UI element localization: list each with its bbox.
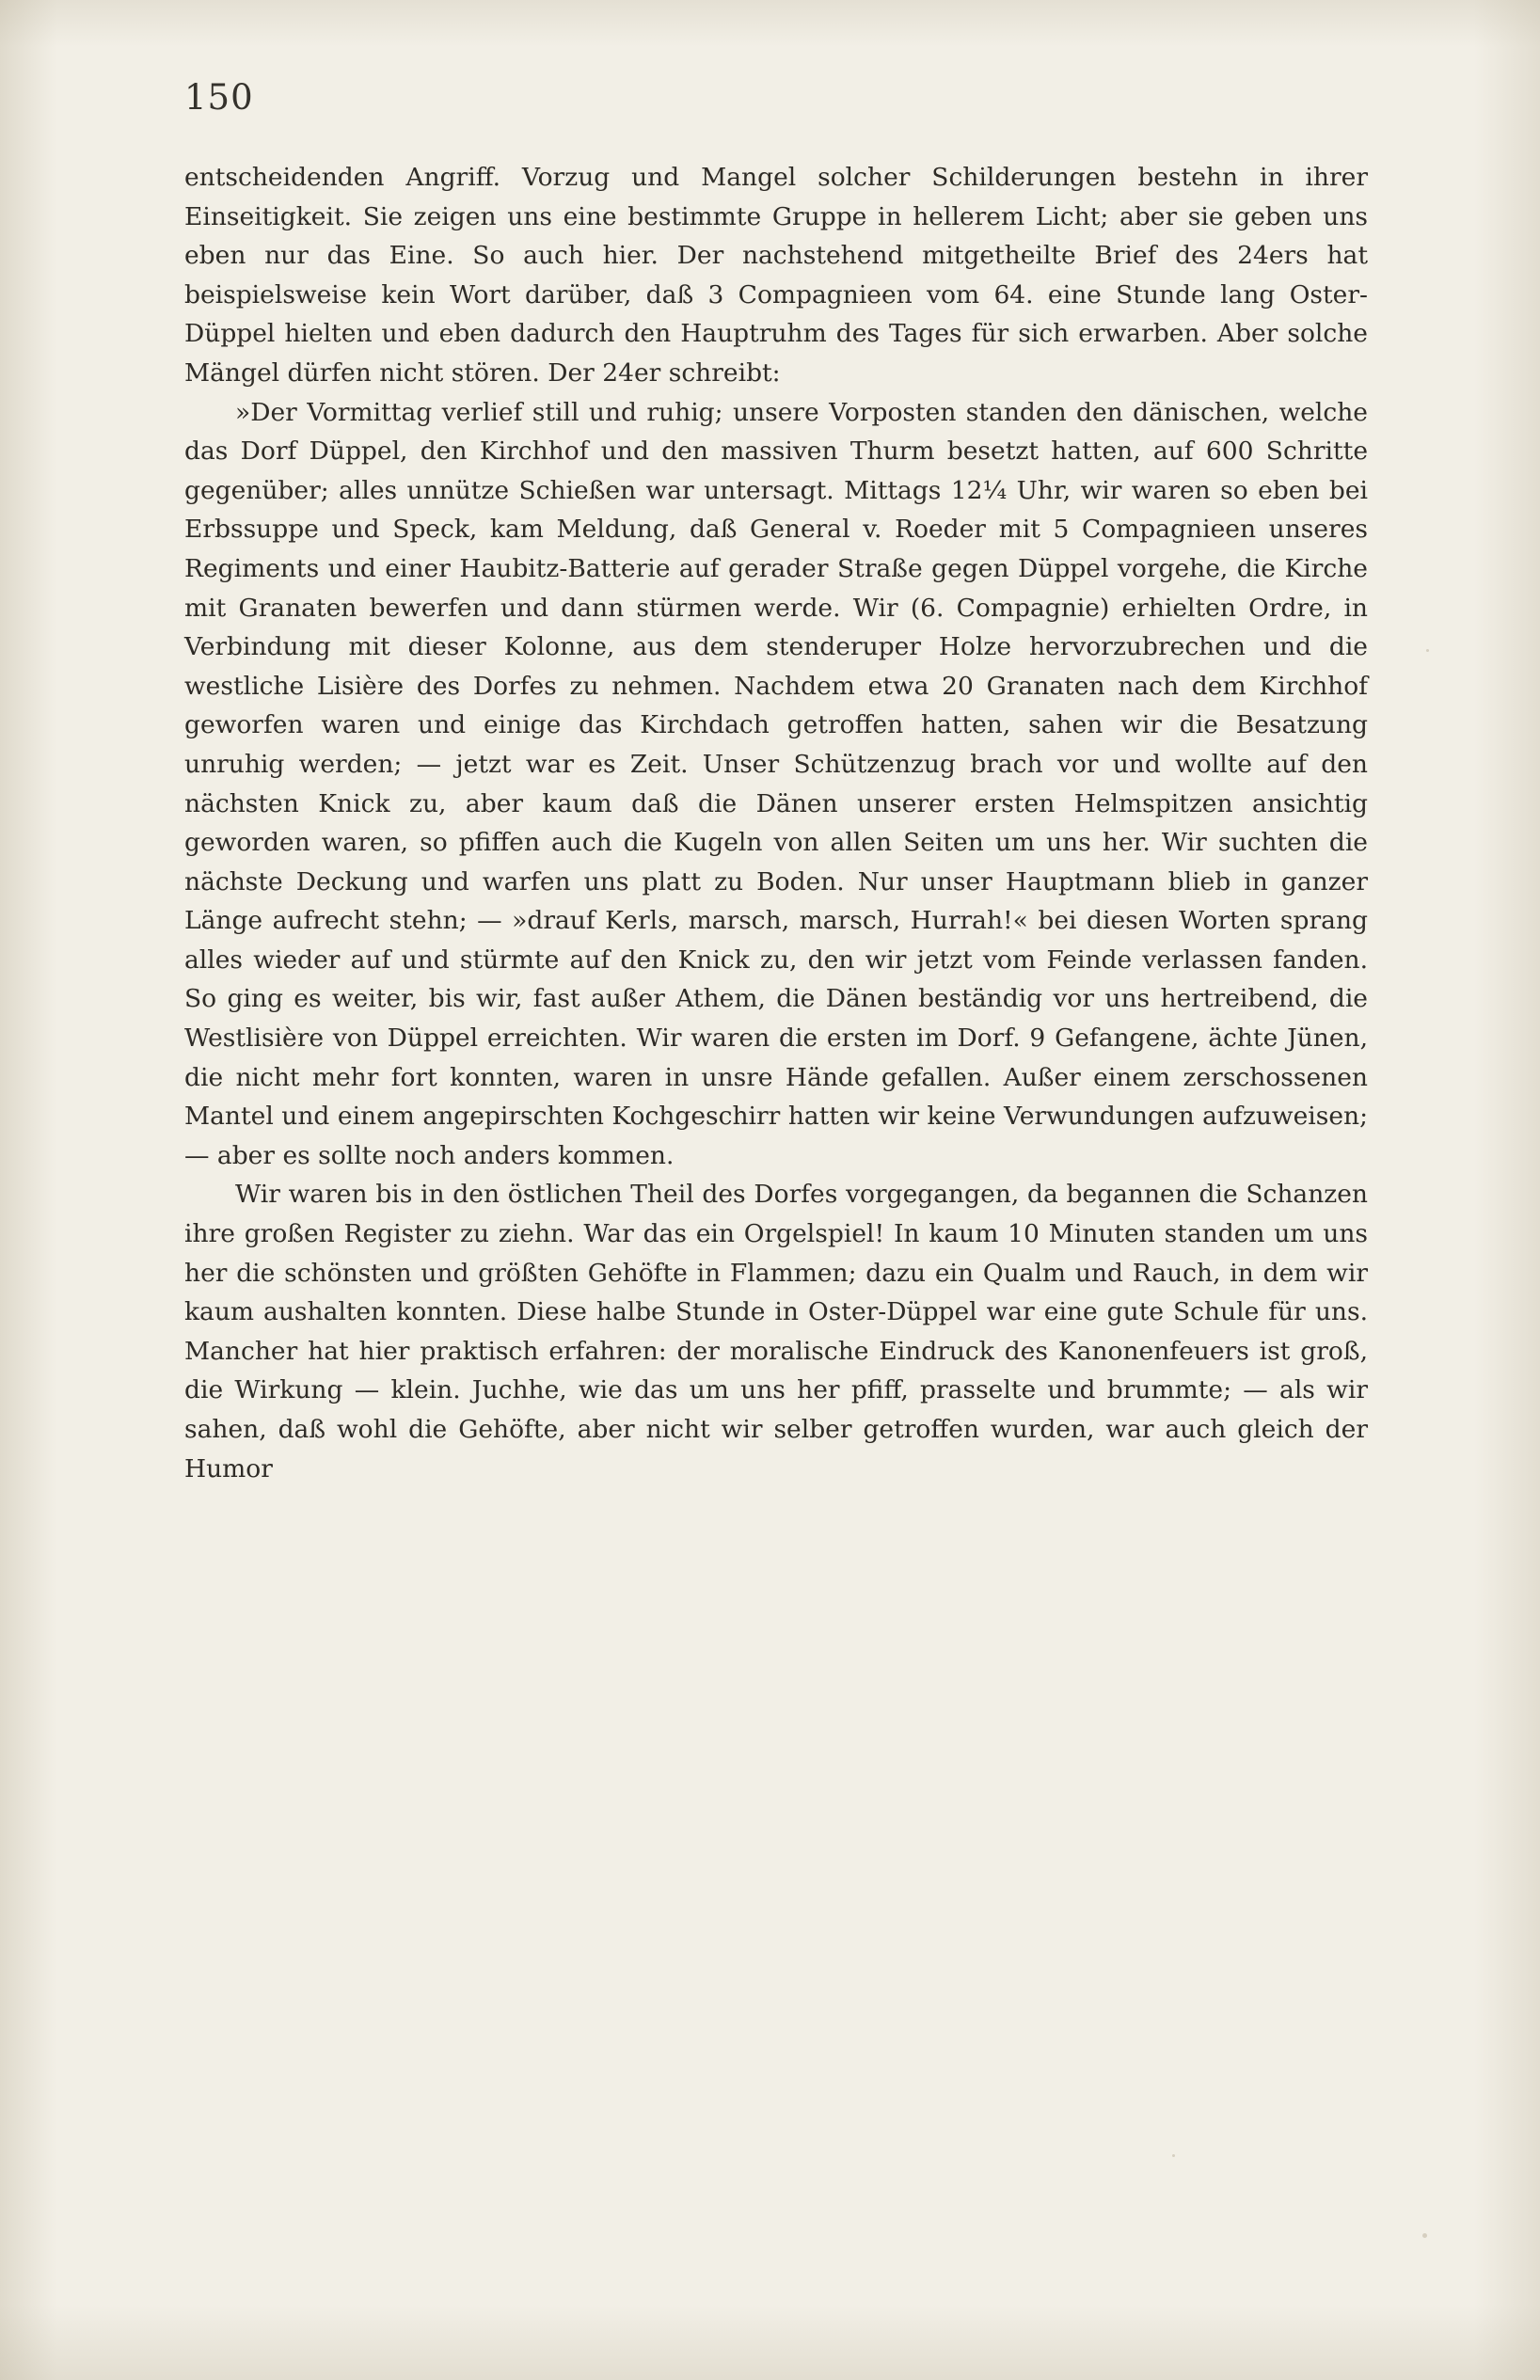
- page-body-text: [184, 158, 1368, 1488]
- page-number: 150: [184, 77, 254, 118]
- paper-speck: [1426, 649, 1429, 652]
- paper-speck: [1422, 2233, 1427, 2238]
- page-edge-shading-right: [1474, 0, 1540, 2380]
- page-edge-shading-top: [0, 0, 1540, 47]
- paper-speck: [1172, 2154, 1175, 2157]
- page-edge-shading-left: [0, 0, 56, 2380]
- paragraph: entscheidenden Angriff. Vorzug und Mangel solcher Schilderungen bestehn in ihrer Einseitigkeit. Sie zeigen uns eine bestimmte Gruppe in hellerem Licht; aber sie geben uns eben nur das Eine. So auch hier. Der nachstehend mitgetheilte Brief des 24ers hat beispielsweise kein Wort darüber, daß 3 Compagnieen vom 64. eine Stunde lang Oster-Düppel hielten und eben dadurch den Hauptruhm des Tages für sich erwarben. Aber solche Mängel dürfen nicht stören. Der 24er schreibt:: [184, 163, 1368, 388]
- paragraph: »Der Vormittag verlief still und ruhig; unsere Vorposten standen den dänischen, welche das Dorf Düppel, den Kirchhof und den massiven Thurm besetzt hatten, auf 600 Schritte gegenüber; alles unnütze Schießen war untersagt. Mittags 12¼ Uhr, wir waren so eben bei Erbssuppe und Speck, kam Meldung, daß General v. Roeder mit 5 Compagnieen unseres Regiments und einer Haubitz-Batterie auf gerader Straße gegen Düppel vorgehe, die Kirche mit Granaten bewerfen und dann stürmen werde. Wir (6. Compagnie) erhielten Ordre, in Verbindung mit dieser Kolonne, aus dem stenderuper Holze hervorzubrechen und die westliche Lisière des Dorfes zu nehmen. Nachdem etwa 20 Granaten nach dem Kirchhof geworfen waren und einige das Kirchdach getroffen hatten, sahen wir die Besatzung unruhig werden; — jetzt war es Zeit. Unser Schützenzug brach vor und wollte auf den nächsten Knick zu, aber kaum daß die Dänen unserer ersten Helmspitzen ansichtig geworden waren, so pfiffen auch die Kugeln von allen Seiten um uns her. Wir suchten die nächste Deckung und warfen uns platt zu Boden. Nur unser Hauptmann blieb in ganzer Länge aufrecht stehn; — »drauf Kerls, marsch, marsch, Hurrah!« bei diesen Worten sprang alles wieder auf und stürmte auf den Knick zu, den wir jetzt vom Feinde verlassen fanden. So ging es weiter, bis wir, fast außer Athem, die Dänen beständig vor uns hertreibend, die Westlisière von Düppel erreichten. Wir waren die ersten im Dorf. 9 Gefangene, ächte Jünen, die nicht mehr fort konnten, waren in unsre Hände gefallen. Außer einem zerschossenen Mantel und einem angepirschten Kochgeschirr hatten wir keine Verwundungen aufzuweisen; — aber es sollte noch anders kommen.: [184, 397, 1368, 1170]
- page-edge-shading-bottom: [0, 2305, 1540, 2380]
- paragraph: Wir waren bis in den östlichen Theil des Dorfes vorgegangen, da begannen die Schanzen ihre großen Register zu ziehn. War das ein Orgelspiel! In kaum 10 Minuten standen um uns her die schönsten und größten Gehöfte in Flammen; dazu ein Qualm und Rauch, in dem wir kaum aushalten konnten. Diese halbe Stunde in Oster-Düppel war eine gute Schule für uns. Mancher hat hier praktisch erfahren: der moralische Eindruck des Kanonenfeuers ist groß, die Wirkung — klein. Juchhe, wie das um uns her pfiff, prasselte und brummte; — als wir sahen, daß wohl die Gehöfte, aber nicht wir selber getroffen wurden, war auch gleich der Humor: [184, 1180, 1368, 1484]
